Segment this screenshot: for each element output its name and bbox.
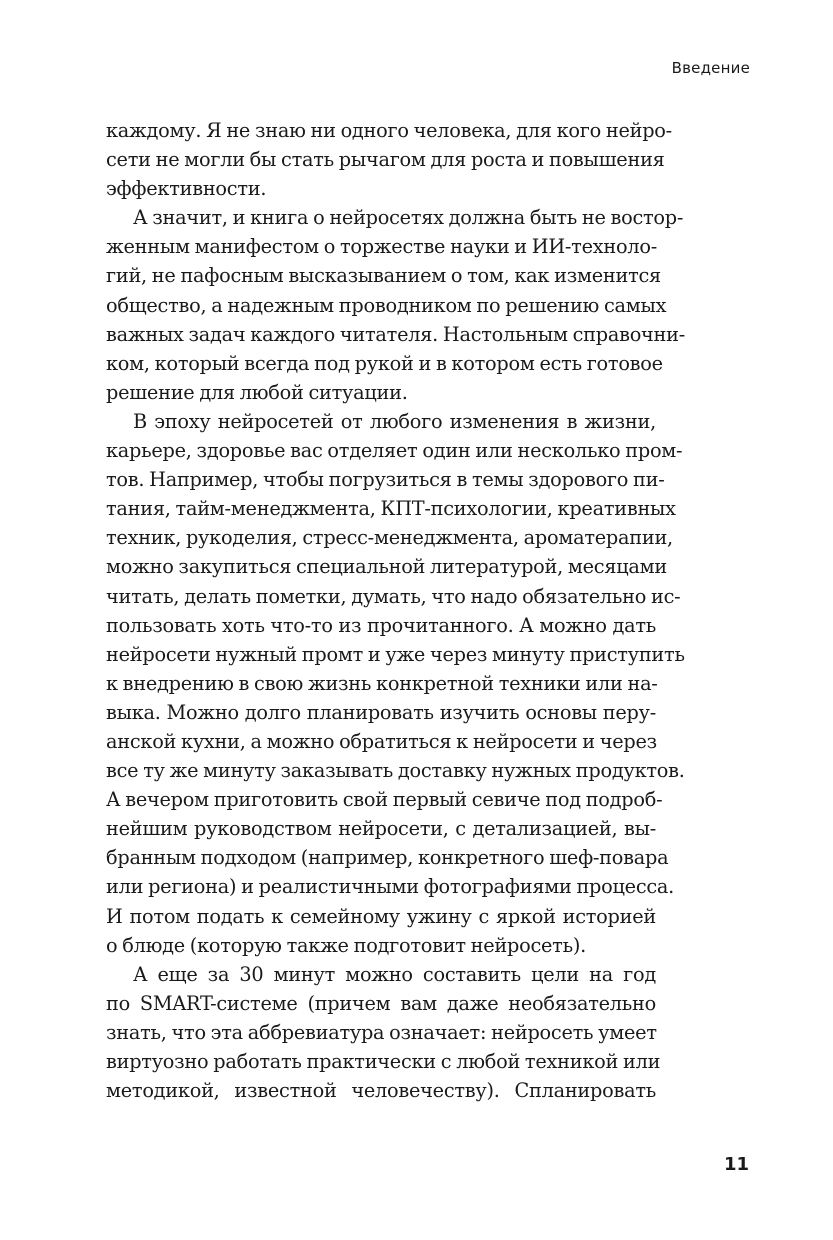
text-line: по SMART-системе (причем вам даже необязательно (106, 991, 656, 1015)
text-line: бранным подходом (например, конкретного шеф-повара (106, 846, 669, 870)
text-line: А еще за 30 минут можно составить цели на год (133, 962, 656, 986)
text-line: каждому. Я не знаю ни одного человека, для кого нейро- (106, 119, 672, 142)
text-line: важных задач каждого читателя. Настольным справочни- (106, 322, 686, 346)
text-line: методикой, известной человечеству). Спланировать (106, 1079, 656, 1103)
text-line: о блюде (которую также подготовит нейросеть). (106, 933, 586, 957)
text-line: карьере, здоровье вас отделяет один или несколько пром- (106, 439, 683, 463)
text-line: сети не могли бы стать рычагом для роста и повышения (106, 148, 665, 172)
text-line: виртуозно работать практически с любой техникой или (106, 1050, 661, 1073)
text-line: В эпоху нейросетей от любого изменения в жизни, (133, 409, 656, 433)
text-line: или региона) и реалистичными фотографиями процесса. (106, 875, 675, 899)
text-line: нейросети нужный промт и уже через минуту приступить (106, 642, 685, 666)
text-line: можно закупиться специальной литературой, месяцами (106, 555, 667, 579)
text-line: А значит, и книга о нейросетях должна быть не востор- (133, 206, 684, 230)
page-number: 11 (723, 1154, 749, 1175)
text-line: выка. Можно долго планировать изучить основы перу- (106, 700, 656, 724)
text-line: женным манифестом о торжестве науки и ИИ-техноло- (106, 235, 657, 259)
text-line: общество, а надежным проводником по решению самых (106, 293, 667, 317)
text-line: техник, рукоделия, стресс-менеджмента, ароматерапии, (106, 526, 673, 550)
text-line: тания, тайм-менеджмента, КПТ-психологии, креативных (106, 497, 676, 521)
text-line: все ту же минуту заказывать доставку нужных продуктов. (106, 759, 685, 783)
body-text (106, 116, 686, 1105)
text-line: гий, не пафосным высказыванием о том, как изменится (106, 264, 661, 288)
text-line: пользовать хоть что-то из прочитанного. А можно дать (106, 613, 656, 637)
text-line: нейшим руководством нейросети, с детализацией, вы- (106, 817, 656, 841)
text-line: решение для любой ситуации. (106, 380, 408, 404)
text-line: эффективности. (106, 177, 267, 201)
text-line: знать, что эта аббревиатура означает: нейросеть умеет (106, 1020, 657, 1044)
text-line: А вечером приготовить свой первый севиче под подроб- (106, 788, 663, 812)
text-line: анской кухни, а можно обратиться к нейросети и через (106, 729, 657, 753)
text-line: читать, делать пометки, думать, что надо обязательно ис- (106, 584, 681, 608)
running-head-section-title: Введение (671, 59, 750, 77)
text-line: И потом подать к семейному ужину с яркой историей (106, 904, 656, 928)
text-line: тов. Например, чтобы погрузиться в темы здорового пи- (106, 468, 665, 492)
text-line: ком, который всегда под рукой и в котором есть готовое (106, 351, 663, 375)
text-line: к внедрению в свою жизнь конкретной техники или на- (106, 671, 658, 695)
